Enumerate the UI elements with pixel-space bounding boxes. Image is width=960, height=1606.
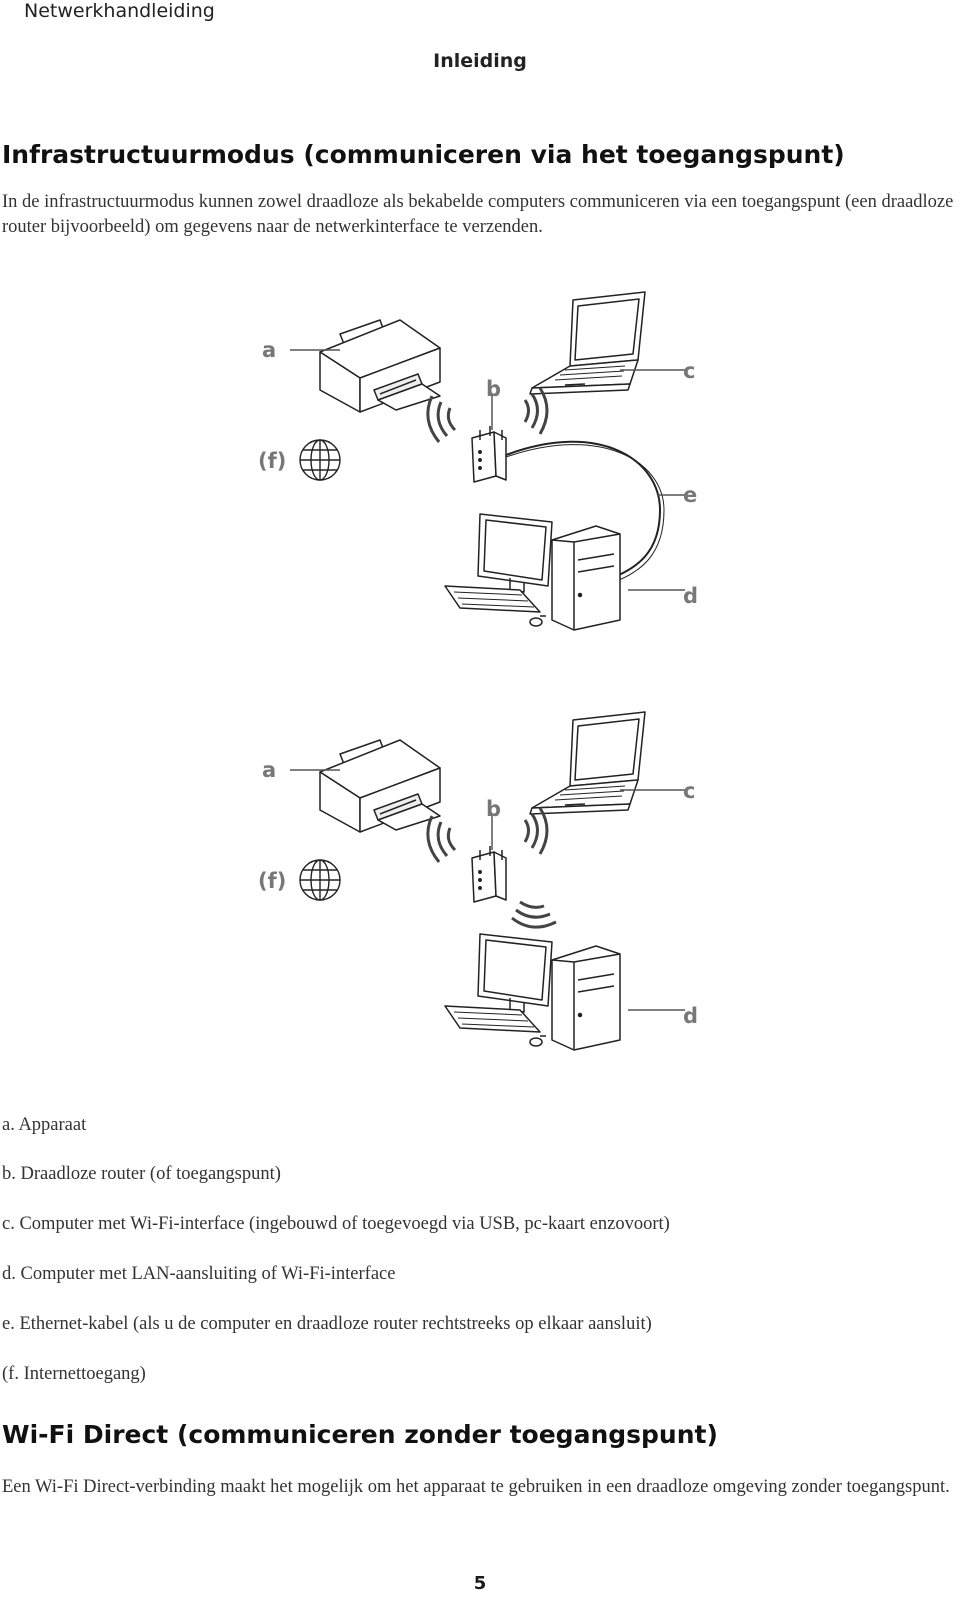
diagram-label-e: e: [683, 483, 698, 507]
router-icon: [472, 846, 506, 902]
section-body-wifi-direct: Een Wi-Fi Direct-verbinding maakt het mogelijk om het apparaat te gebruiken in een draadloze omgeving zonder toegangspunt.: [2, 1477, 950, 1497]
printer-icon: [320, 320, 440, 412]
running-header: Netwerkhandleiding: [24, 0, 215, 22]
legend-item-c: c. Computer met Wi-Fi-interface (ingebouwd of toegevoegd via USB, pc-kaart enzovoort): [2, 1214, 670, 1234]
diagram-label-f: (f): [258, 449, 287, 473]
legend-item-e: e. Ethernet-kabel (als u de computer en draadloze router rechtstreeks op elkaar aansluit): [2, 1314, 652, 1334]
globe-icon: [300, 440, 340, 480]
legend-item-b: b. Draadloze router (of toegangspunt): [2, 1164, 281, 1184]
section-body-infrastructure: In de infrastructuurmodus kunnen zowel draadloze als bekabelde computers communiceren via een toegangspunt (een draadloze router bijvoorbeeld) om gegevens naar de netwerkinterface te verzenden.: [2, 192, 954, 237]
router-icon: [472, 426, 506, 482]
diagram-label-d: d: [683, 584, 699, 608]
laptop-icon: [530, 712, 645, 814]
desktop-computer-icon: [445, 934, 620, 1050]
legend-item-d: d. Computer met LAN-aansluiting of Wi-Fi-interface: [2, 1264, 396, 1284]
page-number: 5: [473, 1573, 487, 1594]
section-title-infrastructure: Infrastructuurmodus (communiceren via het toegangspunt): [2, 140, 845, 169]
diagram-label-b: b: [486, 797, 502, 821]
diagram-label-b: b: [486, 377, 502, 401]
infrastructure-diagram-wireless: [240, 710, 720, 1080]
globe-icon: [300, 860, 340, 900]
diagram-label-d: d: [683, 1004, 699, 1028]
section-title-wifi-direct: Wi-Fi Direct (communiceren zonder toegangspunt): [2, 1420, 718, 1449]
diagram-label-a: a: [262, 758, 277, 782]
diagram-label-c: c: [683, 359, 696, 383]
diagram-label-f: (f): [258, 869, 287, 893]
legend-item-f: (f. Internettoegang): [2, 1364, 146, 1384]
diagram-label-a: a: [262, 338, 277, 362]
desktop-computer-icon: [445, 514, 620, 630]
printer-icon: [320, 740, 440, 832]
infrastructure-diagram-wired: [240, 290, 720, 660]
laptop-icon: [530, 292, 645, 394]
section-header: Inleiding: [433, 50, 527, 72]
diagram-label-c: c: [683, 779, 696, 803]
legend-item-a: a. Apparaat: [2, 1115, 87, 1135]
